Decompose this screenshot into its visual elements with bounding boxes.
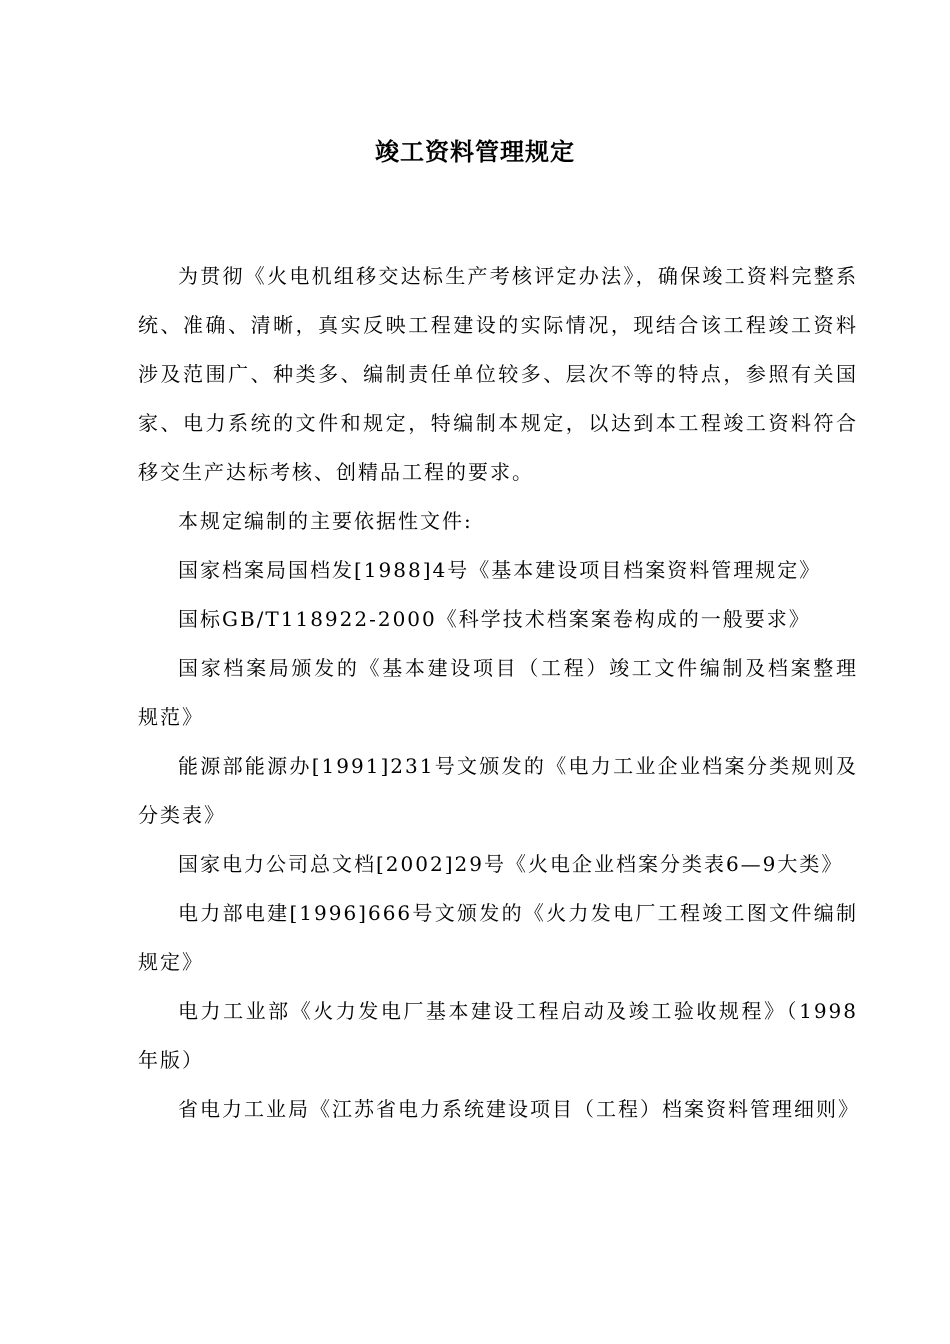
paragraph-reference: 省电力工业局《江苏省电力系统建设项目（工程）档案资料管理细则》 <box>178 1097 860 1121</box>
paragraph-reference: 国家档案局颁发的《基本建设项目（工程）竣工文件编制及档案整理规范》 <box>138 656 858 729</box>
paragraph-reference: 能源部能源办[1991]231号文颁发的《电力工业企业档案分类规则及分类表》 <box>138 754 858 827</box>
paragraph-reference: 国家电力公司总文档[2002]29号《火电企业档案分类表6—9大类》 <box>178 852 844 876</box>
paragraph-reference: 电力部电建[1996]666号文颁发的《火力发电厂工程竣工图文件编制规定》 <box>138 901 858 974</box>
paragraph-intro: 为贯彻《火电机组移交达标生产考核评定办法》，确保竣工资料完整系统、准确、清晰，真实反映工程建设的实际情况，现结合该工程竣工资料涉及范围广、种类多、编制责任单位较多、层次不等的特点，参照有关国家、电力系统的文件和规定，特编制本规定，以达到本工程竣工资料符合移交生产达标考核、创精品工程的要求。 <box>138 264 858 484</box>
paragraph-reference: 国家档案局国档发[1988]4号《基本建设项目档案资料管理规定》 <box>178 558 822 582</box>
document-title: 竣工资料管理规定 <box>375 138 575 166</box>
paragraph-reference: 电力工业部《火力发电厂基本建设工程启动及竣工验收规程》（1998年版） <box>138 999 858 1072</box>
document-body <box>138 252 858 1134</box>
paragraph-basis-heading: 本规定编制的主要依据性文件: <box>178 509 473 533</box>
paragraph-reference: 国标GB/T118922-2000《科学技术档案案卷构成的一般要求》 <box>178 607 811 631</box>
